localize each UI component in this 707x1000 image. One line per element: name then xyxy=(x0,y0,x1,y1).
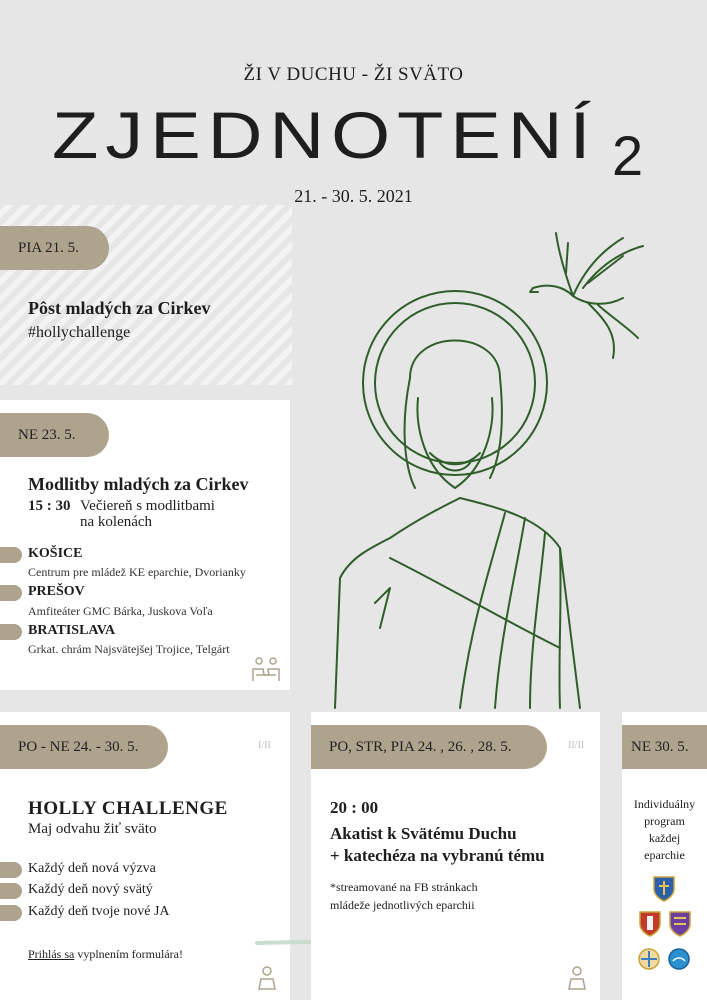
event-title-suffix: 2 xyxy=(612,124,644,187)
bullet xyxy=(0,883,22,899)
bullet xyxy=(0,585,22,601)
akatist-note-line2: mládeže jednotlivých eparchii xyxy=(330,898,475,912)
signup-link[interactable]: Prihlás sa xyxy=(28,947,75,961)
fri-title: Pôst mladých za Cirkev xyxy=(28,298,211,318)
fri-hashtag: #hollychallenge xyxy=(28,324,131,341)
sun-title: Modlitby mladých za Cirkev xyxy=(28,474,249,494)
eparchy-crest-icon xyxy=(652,875,676,903)
akatist-note-line1: *streamované na FB stránkach xyxy=(330,880,478,894)
final-text-line: Individuálny xyxy=(633,797,696,811)
bullet xyxy=(0,862,22,878)
page-indicator: I/II xyxy=(258,740,271,751)
eparchy-crest-icon xyxy=(668,948,690,970)
eparchy-crest-icon xyxy=(638,948,660,970)
challenge-subtitle: Maj odvahu žiť sväto xyxy=(28,821,157,837)
signup-text: vyplnením formulára! xyxy=(74,947,183,961)
sun-event-line1: Večiereň s modlitbami xyxy=(80,498,215,514)
bullet xyxy=(0,905,22,921)
city-label: BRATISLAVA xyxy=(28,623,116,638)
challenge-title: HOLLY CHALLENGE xyxy=(28,798,228,819)
page-indicator: II/II xyxy=(568,740,585,751)
tag-final: NE 30. 5. xyxy=(622,725,707,769)
signup-line xyxy=(28,947,183,962)
tag-akatist: PO, STR, PIA 24. , 26. , 28. 5. xyxy=(311,725,547,769)
akatist-title-line1: Akatist k Svätému Duchu xyxy=(330,824,517,843)
city-label: PREŠOV xyxy=(28,584,85,599)
bullet xyxy=(0,624,22,640)
city-address: Amfiteáter GMC Bárka, Juskova Voľa xyxy=(28,604,213,618)
person-icon xyxy=(567,965,587,991)
challenge-item: Každý deň nová výzva xyxy=(28,861,156,876)
bullet xyxy=(0,547,22,563)
akatist-time: 20 : 00 xyxy=(330,798,379,817)
tag-sunday: NE 23. 5. xyxy=(0,413,109,457)
city-address: Centrum pre mládež KE eparchie, Dvorianky xyxy=(28,565,246,579)
final-text-line: každej xyxy=(648,831,681,845)
final-text-line: eparchie xyxy=(644,848,685,862)
challenge-item: Každý deň tvoje nové JA xyxy=(28,904,170,919)
event-title: ZJEDNOTENÍ xyxy=(52,98,598,172)
dove-icon xyxy=(528,228,648,363)
akatist-title-line2: + katechéza na vybranú tému xyxy=(330,846,545,865)
sun-time: 15 : 30 xyxy=(28,498,71,514)
motto: ŽI V DUCHU - ŽI SVÄTO xyxy=(243,64,464,85)
challenge-item: Každý deň nový svätý xyxy=(28,882,153,897)
eparchy-crest-icon xyxy=(668,910,692,938)
final-text-line: program xyxy=(644,814,685,828)
eparchy-crest-icon xyxy=(638,910,662,938)
final-text xyxy=(622,796,707,864)
prayer-people-icon xyxy=(250,655,282,683)
sun-event-line2: na kolenách xyxy=(80,514,153,530)
city-label: KOŠICE xyxy=(28,546,83,561)
event-dates: 21. - 30. 5. 2021 xyxy=(294,186,413,206)
tag-friday: PIA 21. 5. xyxy=(0,226,109,270)
tag-challenge: PO - NE 24. - 30. 5. xyxy=(0,725,168,769)
person-icon xyxy=(257,965,277,991)
city-address: Grkat. chrám Najsvätejšej Trojice, Telgárt xyxy=(28,642,230,656)
